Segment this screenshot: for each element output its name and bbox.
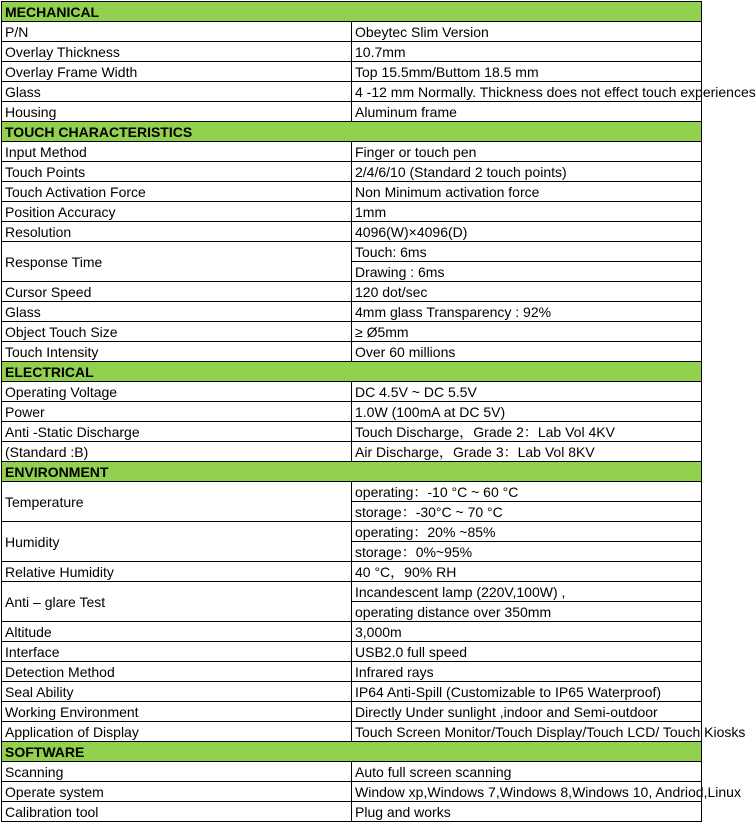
spec-row — [2, 582, 702, 602]
spec-value: Touch Screen Monitor/Touch Display/Touch LCD/ Touch Kiosks — [352, 722, 702, 742]
spec-label: Position Accuracy — [2, 202, 352, 222]
spec-row — [2, 762, 702, 782]
spec-row — [2, 422, 702, 442]
spec-label: Glass — [2, 82, 352, 102]
spec-value: Obeytec Slim Version — [352, 22, 702, 42]
section-header-row — [2, 2, 702, 22]
spec-row — [2, 22, 702, 42]
spec-label: Glass — [2, 302, 352, 322]
spec-row — [2, 242, 702, 262]
spec-value: Drawing : 6ms — [352, 262, 702, 282]
spec-row — [2, 382, 702, 402]
spec-value: Touch: 6ms — [352, 242, 702, 262]
spec-row — [2, 202, 702, 222]
spec-label: Operate system — [2, 782, 352, 802]
spec-label: Detection Method — [2, 662, 352, 682]
section-header-row — [2, 462, 702, 482]
spec-value: 10.7mm — [352, 42, 702, 62]
spec-label: Input Method — [2, 142, 352, 162]
spec-value: Top 15.5mm/Buttom 18.5 mm — [352, 62, 702, 82]
spec-row — [2, 622, 702, 642]
spec-value: IP64 Anti-Spill (Customizable to IP65 Waterproof) — [352, 682, 702, 702]
section-title: ENVIRONMENT — [2, 462, 702, 482]
section-header-row — [2, 742, 702, 762]
spec-label: Response Time — [2, 242, 352, 282]
spec-label: Working Environment — [2, 702, 352, 722]
spec-label: Touch Activation Force — [2, 182, 352, 202]
spec-row — [2, 482, 702, 502]
spec-value: operating distance over 350mm — [352, 602, 702, 622]
spec-value: Incandescent lamp (220V,100W) , — [352, 582, 702, 602]
spec-value: Plug and works — [352, 802, 702, 822]
spec-row — [2, 702, 702, 722]
spec-label: Housing — [2, 102, 352, 122]
spec-row — [2, 722, 702, 742]
spec-value: 4096(W)×4096(D) — [352, 222, 702, 242]
spec-row — [2, 562, 702, 582]
spec-value: 2/4/6/10 (Standard 2 touch points) — [352, 162, 702, 182]
spec-label: Anti -Static Discharge — [2, 422, 352, 442]
section-title: ELECTRICAL — [2, 362, 702, 382]
spec-label: Touch Points — [2, 162, 352, 182]
spec-label: Calibration tool — [2, 802, 352, 822]
spec-value: 120 dot/sec — [352, 282, 702, 302]
spec-value: Over 60 millions — [352, 342, 702, 362]
spec-value: 1.0W (100mA at DC 5V) — [352, 402, 702, 422]
spec-label: Temperature — [2, 482, 352, 522]
spec-label: Humidity — [2, 522, 352, 562]
spec-label: Relative Humidity — [2, 562, 352, 582]
spec-row — [2, 402, 702, 422]
spec-row — [2, 342, 702, 362]
spec-table — [1, 1, 756, 822]
spec-label: Power — [2, 402, 352, 422]
spec-value: Window xp,Windows 7,Windows 8,Windows 10, Andriod,Linux — [352, 782, 702, 802]
spec-label: Object Touch Size — [2, 322, 352, 342]
spec-row — [2, 282, 702, 302]
spec-row — [2, 42, 702, 62]
spec-label: Application of Display — [2, 722, 352, 742]
spec-row — [2, 642, 702, 662]
spec-label: Seal Ability — [2, 682, 352, 702]
spec-value: Aluminum frame — [352, 102, 702, 122]
spec-label: Resolution — [2, 222, 352, 242]
spec-row — [2, 182, 702, 202]
section-header-row — [2, 122, 702, 142]
section-title: TOUCH CHARACTERISTICS — [2, 122, 702, 142]
spec-label: Scanning — [2, 762, 352, 782]
spec-value: operating：-10 °C ~ 60 °C — [352, 482, 702, 502]
spec-label: Touch Intensity — [2, 342, 352, 362]
spec-label: (Standard :B) — [2, 442, 352, 462]
spec-value: Finger or touch pen — [352, 142, 702, 162]
spec-value: storage：0%~95% — [352, 542, 702, 562]
spec-row — [2, 142, 702, 162]
spec-value: Non Minimum activation force — [352, 182, 702, 202]
section-header-row — [2, 362, 702, 382]
spec-row — [2, 62, 702, 82]
spec-row — [2, 802, 702, 822]
spec-value: Directly Under sunlight ,indoor and Semi-outdoor — [352, 702, 702, 722]
spec-row — [2, 102, 702, 122]
spec-value: 40 °C，90% RH — [352, 562, 702, 582]
spec-label: Interface — [2, 642, 352, 662]
spec-value: Infrared rays — [352, 662, 702, 682]
spec-row — [2, 662, 702, 682]
spec-value: Touch Discharge，Grade 2：Lab Vol 4KV — [352, 422, 702, 442]
spec-row — [2, 302, 702, 322]
spec-value: 1mm — [352, 202, 702, 222]
spec-row — [2, 782, 702, 802]
spec-row — [2, 82, 702, 102]
spec-table-body — [2, 2, 756, 822]
spec-value: 4 -12 mm Normally. Thickness does not effect touch experiences — [352, 82, 702, 102]
spec-label: Overlay Frame Width — [2, 62, 352, 82]
spec-row — [2, 522, 702, 542]
spec-row — [2, 162, 702, 182]
section-title: SOFTWARE — [2, 742, 702, 762]
spec-label: Overlay Thickness — [2, 42, 352, 62]
spec-value: ≥ Ø5mm — [352, 322, 702, 342]
spec-value: 4mm glass Transparency : 92% — [352, 302, 702, 322]
spec-row — [2, 682, 702, 702]
spec-value: Air Discharge，Grade 3：Lab Vol 8KV — [352, 442, 702, 462]
spec-row — [2, 222, 702, 242]
spec-row — [2, 322, 702, 342]
spec-value: 3,000m — [352, 622, 702, 642]
spec-label: P/N — [2, 22, 352, 42]
spec-label: Altitude — [2, 622, 352, 642]
spec-value: USB2.0 full speed — [352, 642, 702, 662]
spec-label: Anti – glare Test — [2, 582, 352, 622]
spec-label: Operating Voltage — [2, 382, 352, 402]
spec-value: Auto full screen scanning — [352, 762, 702, 782]
spec-value: storage：-30°C ~ 70 °C — [352, 502, 702, 522]
spec-label: Cursor Speed — [2, 282, 352, 302]
section-title: MECHANICAL — [2, 2, 702, 22]
spec-row — [2, 442, 702, 462]
spec-value: operating：20% ~85% — [352, 522, 702, 542]
spec-value: DC 4.5V ~ DC 5.5V — [352, 382, 702, 402]
